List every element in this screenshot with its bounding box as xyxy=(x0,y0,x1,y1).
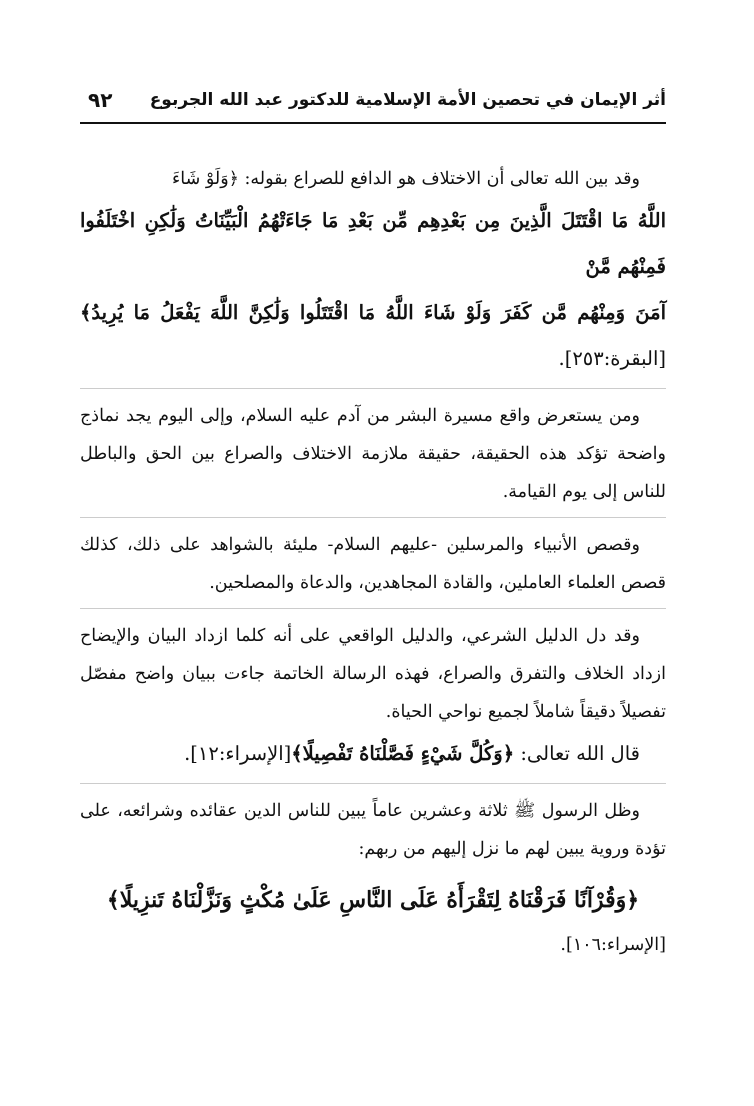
header-divider xyxy=(80,122,666,124)
paragraph-divider xyxy=(80,783,666,784)
paragraph-divider xyxy=(80,608,666,609)
running-title: أثر الإيمان في تحصين الأمة الإسلامية للدكتور عبد الله الجربوع xyxy=(149,90,666,110)
paragraph-divider xyxy=(80,517,666,518)
page-body xyxy=(80,160,666,964)
page-header xyxy=(80,84,666,124)
paragraph-1-intro xyxy=(80,160,666,198)
quran-verse-line-2 xyxy=(80,290,666,382)
verse-reference-line xyxy=(80,926,666,964)
quran-verse-text: ﴿وَكُلَّ شَيْءٍ فَصَّلْنَاهُ تَفْصِيلًا﴾ xyxy=(291,742,515,765)
paragraph-5 xyxy=(80,731,666,777)
paragraph-divider xyxy=(80,388,666,389)
verse-reference: [الإسراء:١٢]. xyxy=(184,742,292,765)
paragraph-3: وقصص الأنبياء والمرسلين -عليهم السلام- مليئة بالشواهد على ذلك، كذلك قصص العلماء العاملين، والقادة المجاهدين، والدعاة والمصلحين. xyxy=(80,535,666,593)
paragraph-5-intro: قال الله تعالى: xyxy=(514,742,640,765)
verse-reference: [الإسراء:١٠٦]. xyxy=(560,935,666,955)
quran-verse-block: ﴿وَقُرْآنًا فَرَقْنَاهُ لِتَقْرَأَهُ عَلَى النَّاسِ عَلَىٰ مُكْثٍ وَنَزَّلْنَاهُ تَنزِيلًا﴾ xyxy=(106,887,640,913)
paragraph-4: وقد دل الدليل الشرعي، والدليل الواقعي على أنه كلما ازداد البيان والإيضاح ازداد الخلاف والتفرق والصراع، فهذه الرسالة الخاتمة جاءت ببيان واضح مفصّل تفصيلاً دقيقاً شاملاً لجميع نواحي الحياة. xyxy=(80,626,666,722)
quran-verse-text: آمَنَ وَمِنْهُم مَّن كَفَرَ وَلَوْ شَاءَ اللَّهُ مَا اقْتَتَلُوا وَلَٰكِنَّ اللَّهَ يَفْعَلُ مَا يُرِيدُ﴾ xyxy=(80,301,666,324)
page-number: ٩٢ xyxy=(88,88,113,112)
quran-verse-line-1: اللَّهُ مَا اقْتَتَلَ الَّذِينَ مِن بَعْدِهِم مِّن بَعْدِ مَا جَاءَتْهُمُ الْبَيِّنَاتُ وَلَٰكِنِ اخْتَلَفُوا فَمِنْهُم مَّنْ xyxy=(80,209,666,278)
verse-reference: [البقرة:٢٥٣]. xyxy=(558,347,666,370)
paragraph-1-intro-text: وقد بين الله تعالى أن الاختلاف هو الدافع للصراع بقوله: ﴿وَلَوْ شَاءَ xyxy=(172,169,640,189)
paragraph-2: ومن يستعرض واقع مسيرة البشر من آدم عليه السلام، وإلى اليوم يجد نماذج واضحة تؤكد هذه الحقيقة، حقيقة ملازمة الاختلاف والصراع بين الحق والباطل للناس إلى يوم القيامة. xyxy=(80,406,666,502)
paragraph-6: وظل الرسول ﷺ ثلاثة وعشرين عاماً يبين للناس الدين عقائده وشرائعه، على تؤدة وروية يبين لهم ما نزل إليهم من ربهم: xyxy=(80,801,666,859)
